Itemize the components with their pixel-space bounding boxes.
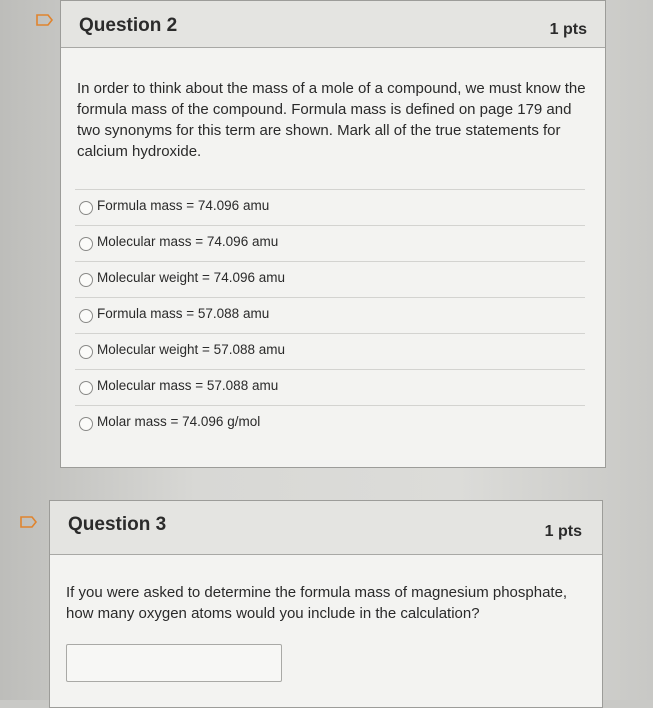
answer-option[interactable] [75, 369, 585, 406]
answer-input[interactable] [66, 644, 282, 682]
question-header [61, 1, 605, 48]
answer-option[interactable] [75, 189, 585, 226]
question-text: In order to think about the mass of a mole of a compound, we must know the formula mass of the compound. Formula mass is defined on page 179 and two synonyms for this term are shown. Mark all of the true statements for calcium hydroxide. [77, 80, 586, 160]
question-points: 1 pts [549, 21, 587, 38]
answer-label: Molecular mass = 57.088 amu [97, 378, 279, 393]
question-points: 1 pts [544, 523, 582, 540]
question-text: If you were asked to determine the formula mass of magnesium phosphate, how many oxygen atoms would you include in the calculation? [66, 584, 568, 622]
checkbox[interactable] [79, 417, 93, 431]
answer-label: Molar mass = 74.096 g/mol [97, 414, 261, 429]
answer-option[interactable] [75, 261, 585, 298]
answer-label: Molecular weight = 74.096 amu [97, 270, 285, 285]
checkbox[interactable] [79, 201, 93, 215]
answer-label: Molecular mass = 74.096 amu [97, 234, 279, 249]
checkbox[interactable] [79, 273, 93, 287]
question-title: Question 2 [79, 15, 178, 36]
answer-option[interactable] [75, 333, 585, 370]
checkbox[interactable] [79, 237, 93, 251]
answer-option[interactable] [75, 297, 585, 334]
checkbox[interactable] [79, 309, 93, 323]
answer-option[interactable] [75, 405, 585, 442]
answer-label: Molecular weight = 57.088 amu [97, 342, 285, 357]
question-header [50, 501, 602, 555]
answer-list [75, 189, 585, 441]
answer-option[interactable] [75, 225, 585, 262]
question-title: Question 3 [68, 514, 167, 535]
question-card [60, 0, 606, 468]
checkbox[interactable] [79, 381, 93, 395]
question-card [49, 500, 603, 708]
flag-icon[interactable] [20, 516, 38, 528]
flag-icon[interactable] [36, 14, 54, 26]
answer-label: Formula mass = 57.088 amu [97, 306, 270, 321]
answer-label: Formula mass = 74.096 amu [97, 198, 270, 213]
checkbox[interactable] [79, 345, 93, 359]
